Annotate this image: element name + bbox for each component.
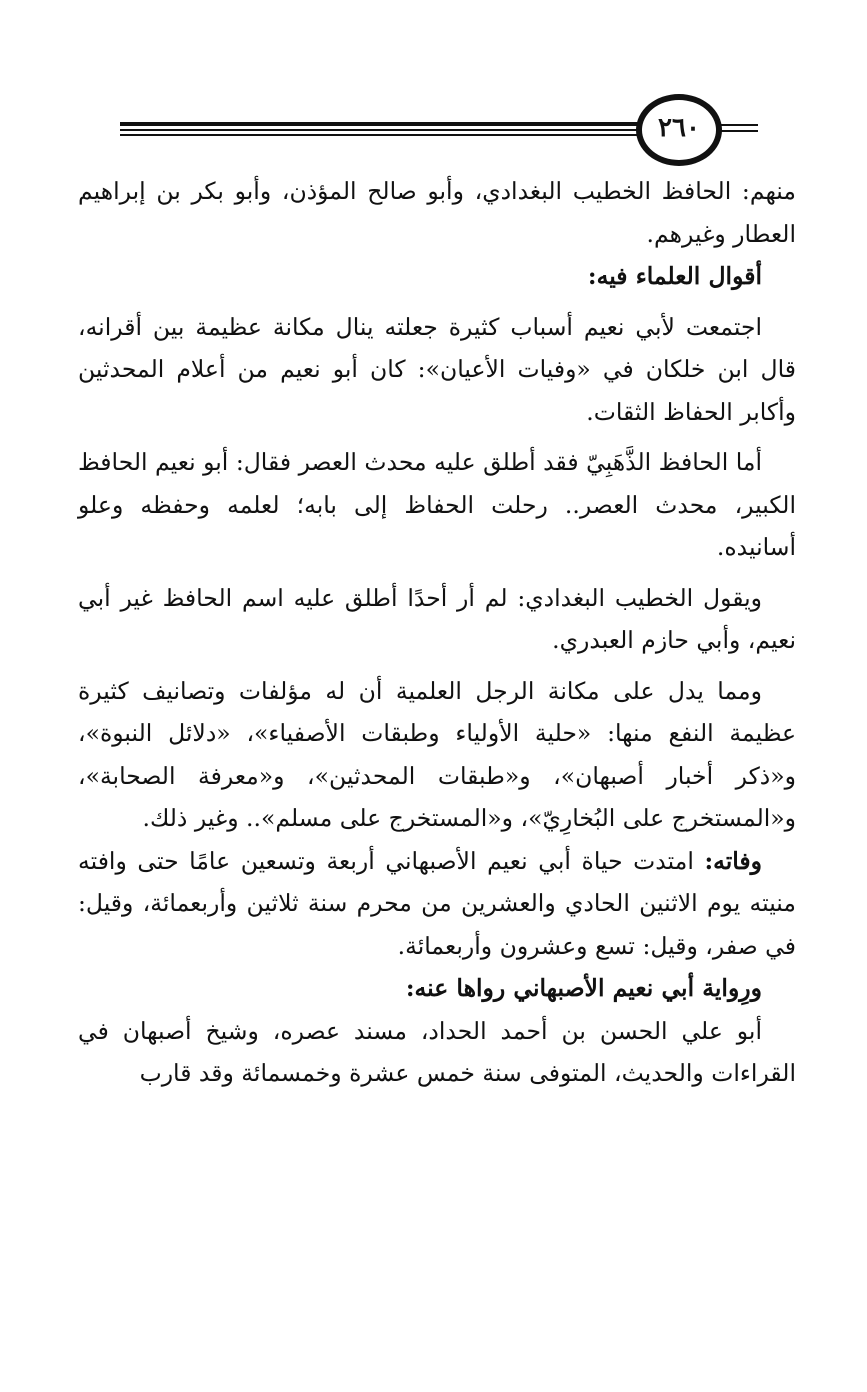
paragraph-text: امتدت حياة أبي نعيم الأصبهاني أربعة وتسعين عامًا حتى وافته منيته يوم الاثنين الحادي والعشرين من محرم سنة ثلاثين وأربعمائة، وقيل: في صفر، وقيل: تسع وعشرون وأربعمائة. xyxy=(78,846,796,960)
paragraph-khatib xyxy=(78,577,796,662)
paragraph-ibn-khallikan xyxy=(78,306,796,434)
paragraph-text: أبو علي الحسن بن أحمد الحداد، مسند عصره، وشيخ أصبهان في القراءات والحديث، المتوفى سنة خمس عشرة وخمسمائة وقد قارب xyxy=(78,1016,796,1087)
header-rule xyxy=(120,122,640,139)
paragraph-text: اجتمعت لأبي نعيم أسباب كثيرة جعلته ينال مكانة عظيمة بين أقرانه، قال ابن خلكان في «وفيات الأعيان»: كان أبو نعيم من أعلام المحدثين وأكابر الحفاظ الثقات. xyxy=(78,312,796,426)
paragraph-text: منهم: الحافظ الخطيب البغدادي، وأبو صالح المؤذن، وأبو بكر بن إبراهيم العطار وغيرهم. xyxy=(78,177,796,248)
heading-narration xyxy=(78,967,796,1010)
paragraph-haddad xyxy=(78,1010,796,1095)
heading-text: ورِواية أبي نعيم الأصبهاني رواها عنه: xyxy=(405,974,762,1002)
page-header xyxy=(0,0,867,170)
page-number-ring xyxy=(636,94,722,166)
paragraph-text: ومما يدل على مكانة الرجل العلمية أن له مؤلفات وتصانيف كثيرة عظيمة النفع منها: «حلية الأولياء وطبقات الأصفياء»، «دلائل النبوة»، و«ذكر أخبار أصبهان»، و«طبقات المحدثين»، و«معرفة الصحابة»، و«المستخرج على البُخارِيّ»، و«المستخرج على مسلم».. وغير ذلك. xyxy=(78,676,796,832)
paragraph-works xyxy=(78,670,796,840)
paragraph-dhahabi xyxy=(78,441,796,569)
page-number: ٢٦٠ xyxy=(658,113,700,143)
header-rule-right xyxy=(718,124,758,136)
paragraph-text: ويقول الخطيب البغدادي: لم أر أحدًا أطلق عليه اسم الحافظ غير أبي نعيم، وأبي حازم العبدري. xyxy=(78,583,796,654)
paragraph-lead: وفاته: xyxy=(704,846,762,875)
paragraph-students xyxy=(78,170,796,255)
paragraph-death xyxy=(78,840,796,968)
heading-scholars-sayings xyxy=(78,255,796,298)
heading-text: أقوال العلماء فيه: xyxy=(587,262,762,290)
page-body xyxy=(78,170,796,1095)
paragraph-text: أما الحافظ الذَّهَبِيّ فقد أطلق عليه محدث العصر فقال: أبو نعيم الحافظ الكبير، محدث العصر.. رحلت الحفاظ إلى بابه؛ لعلمه وحفظه وعلو أسانيده. xyxy=(78,448,796,561)
